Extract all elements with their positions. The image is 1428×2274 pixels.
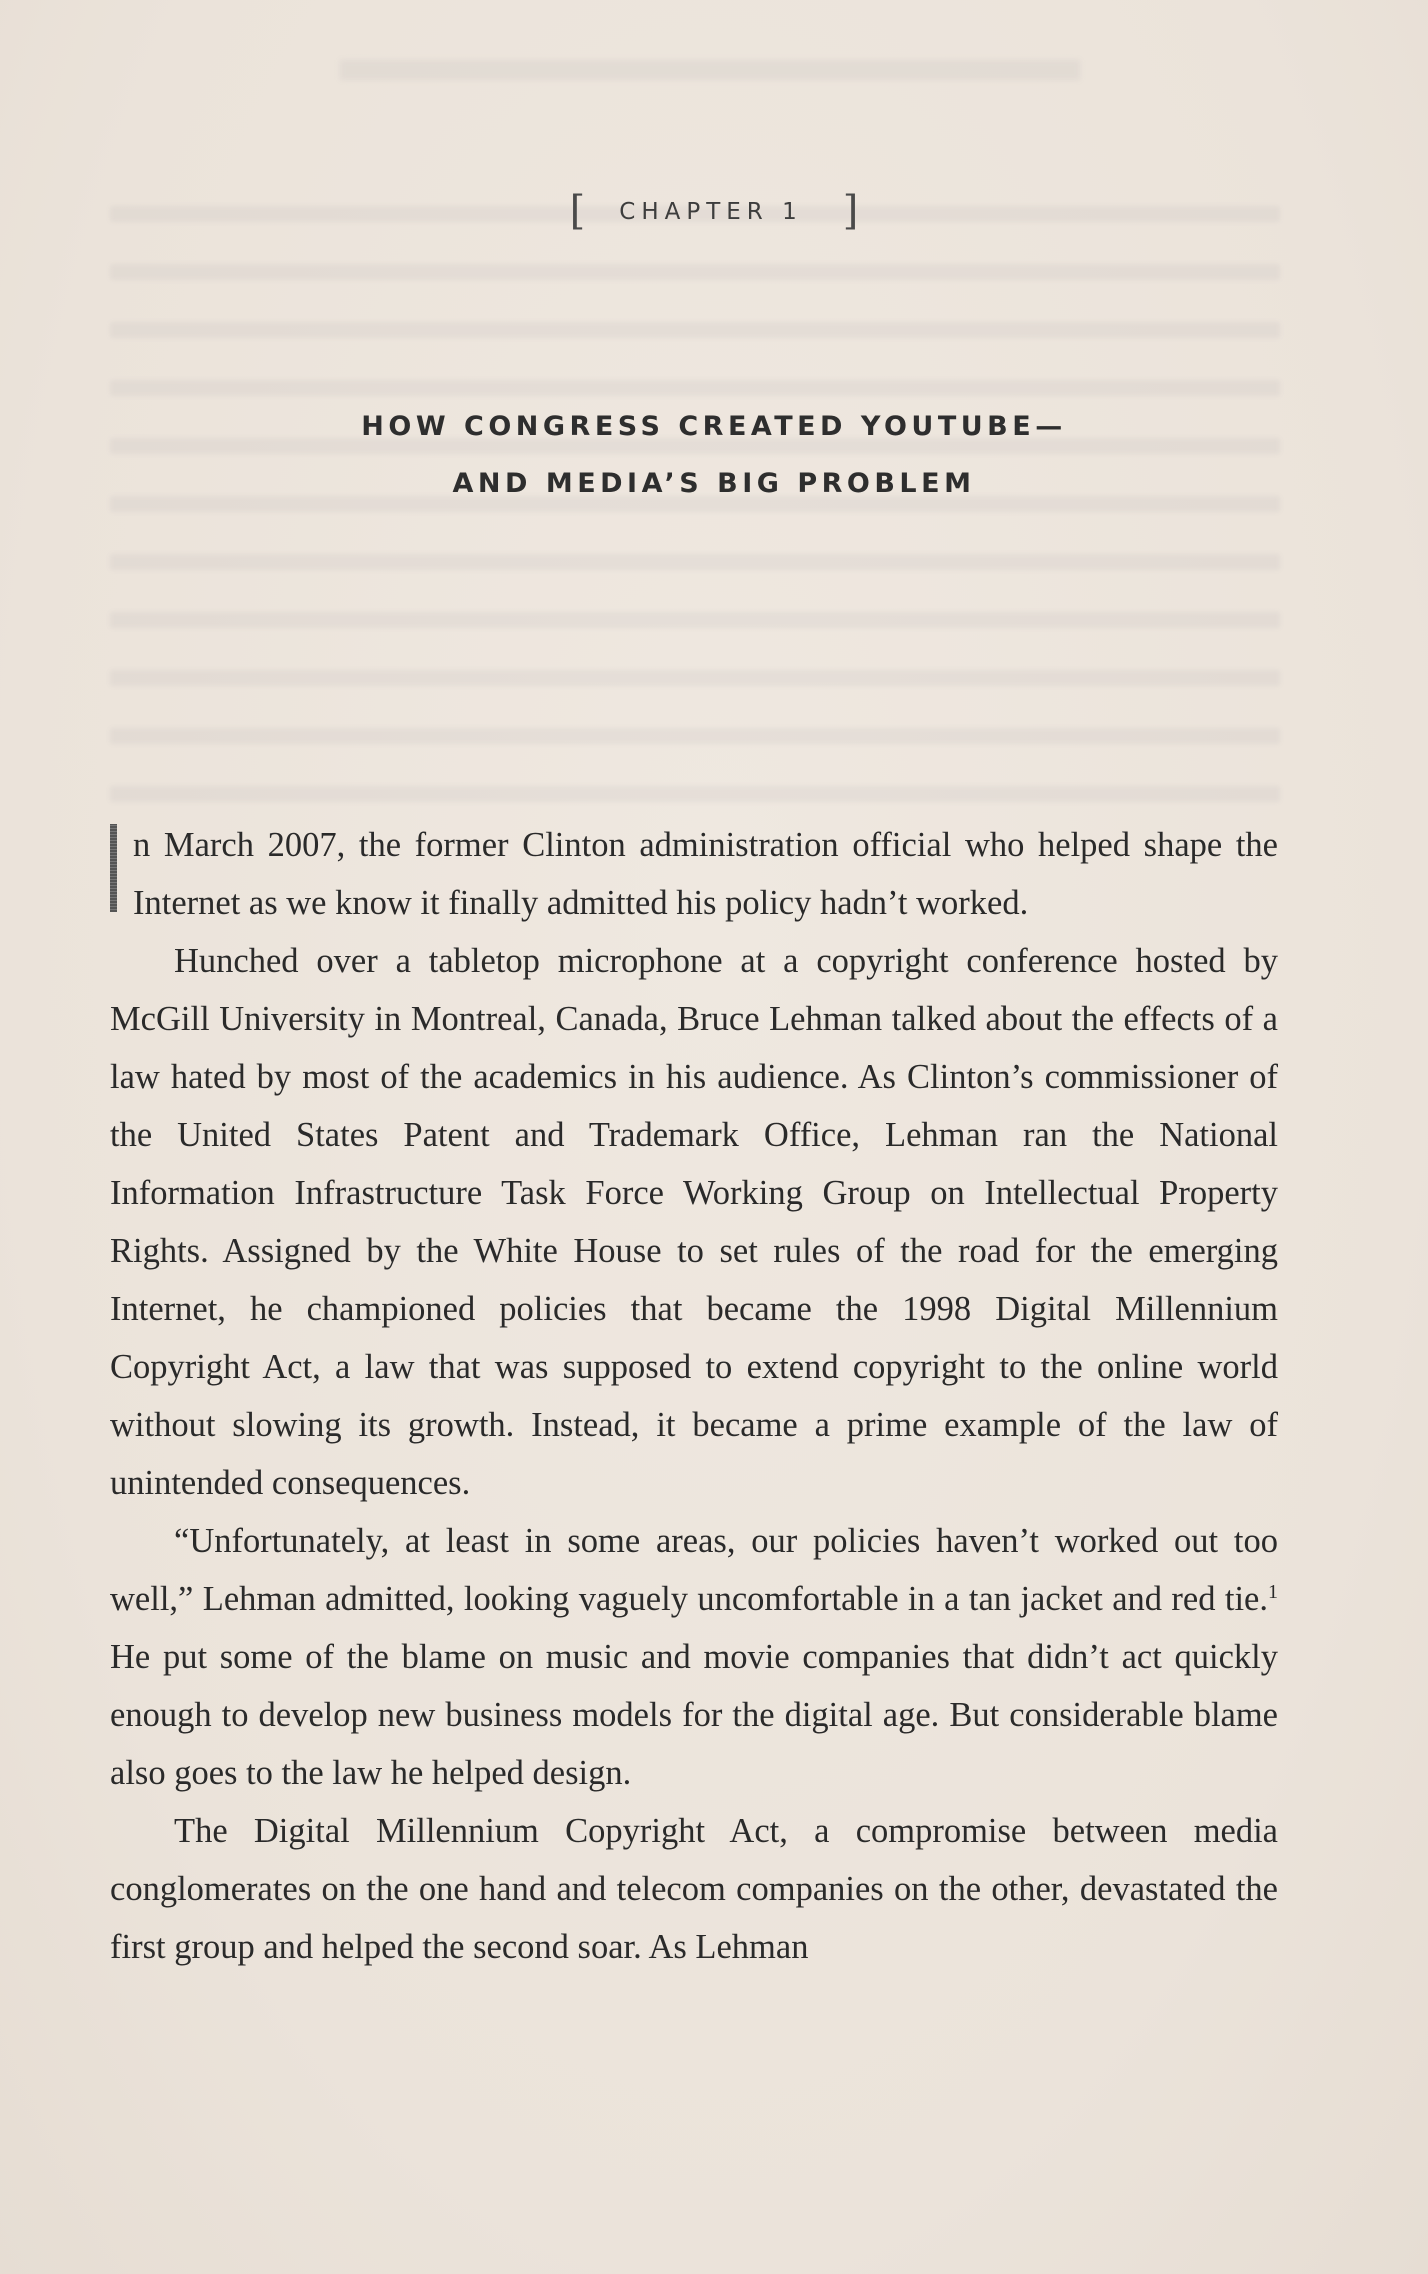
show-through-line [110, 612, 1280, 628]
show-through-line [110, 554, 1280, 570]
show-through-line [110, 264, 1280, 280]
show-through-line [110, 728, 1280, 744]
paragraph-3-text-before-note: “Unfortunately, at least in some areas, our policies haven’t worked out too well,” Lehman admitted, looking vaguely uncomfortable in a tan jacket and red tie. [110, 1522, 1278, 1618]
chapter-number-label: CHAPTER 1 [619, 199, 803, 225]
footnote-marker[interactable]: 1 [1268, 1581, 1278, 1603]
show-through-running-head [340, 60, 1080, 80]
show-through-line [110, 786, 1280, 802]
paragraph-3-text-after-note: He put some of the blame on music and movie companies that didn’t act quickly enough to develop new business models for the digital age. But considerable blame also goes to the law he helped design. [110, 1638, 1278, 1792]
paragraph-3 [110, 1512, 1278, 1802]
show-through-line [110, 380, 1280, 396]
chapter-title-line-2: AND MEDIA’S BIG PROBLEM [452, 468, 976, 499]
paragraph-2-text: Hunched over a tabletop microphone at a copyright conference hosted by McGill University in Montreal, Canada, Bruce Lehman talked about the effects of a law hated by most of the academics in his audience. As Clinton’s commissioner of the United States Patent and Trademark Office, Lehman ran the National Information Infrastructure Task Force Working Group on Intellectual Property Rights. Assigned by the White House to set rules of the road for the emerging Internet, he championed policies that became the 1998 Digital Millennium Copyright Act, a law that was supposed to extend copyright to the online world without slowing its growth. Instead, it became a prime example of the law of unintended consequences. [110, 942, 1278, 1502]
chapter-title-line-1: HOW CONGRESS CREATED YOUTUBE— [361, 411, 1067, 442]
paragraph-2 [110, 932, 1278, 1512]
paragraph-1-text: n March 2007, the former Clinton administration official who helped shape the Internet as we know it finally admitted his policy hadn’t worked. [133, 826, 1278, 922]
show-through-line [110, 670, 1280, 686]
bracket-right: ] [842, 188, 859, 234]
paragraph-1 [110, 816, 1278, 932]
chapter-label [0, 188, 1428, 234]
show-through-line [110, 322, 1280, 338]
paragraph-4 [110, 1802, 1278, 1976]
drop-cap [110, 824, 117, 912]
body-text [110, 816, 1278, 1976]
bracket-left: [ [569, 188, 586, 234]
paragraph-4-text: The Digital Millennium Copyright Act, a compromise between media conglomerates on the one hand and telecom companies on the other, devastated the first group and helped the second soar. As Lehman [110, 1812, 1278, 1966]
chapter-title [0, 398, 1428, 512]
